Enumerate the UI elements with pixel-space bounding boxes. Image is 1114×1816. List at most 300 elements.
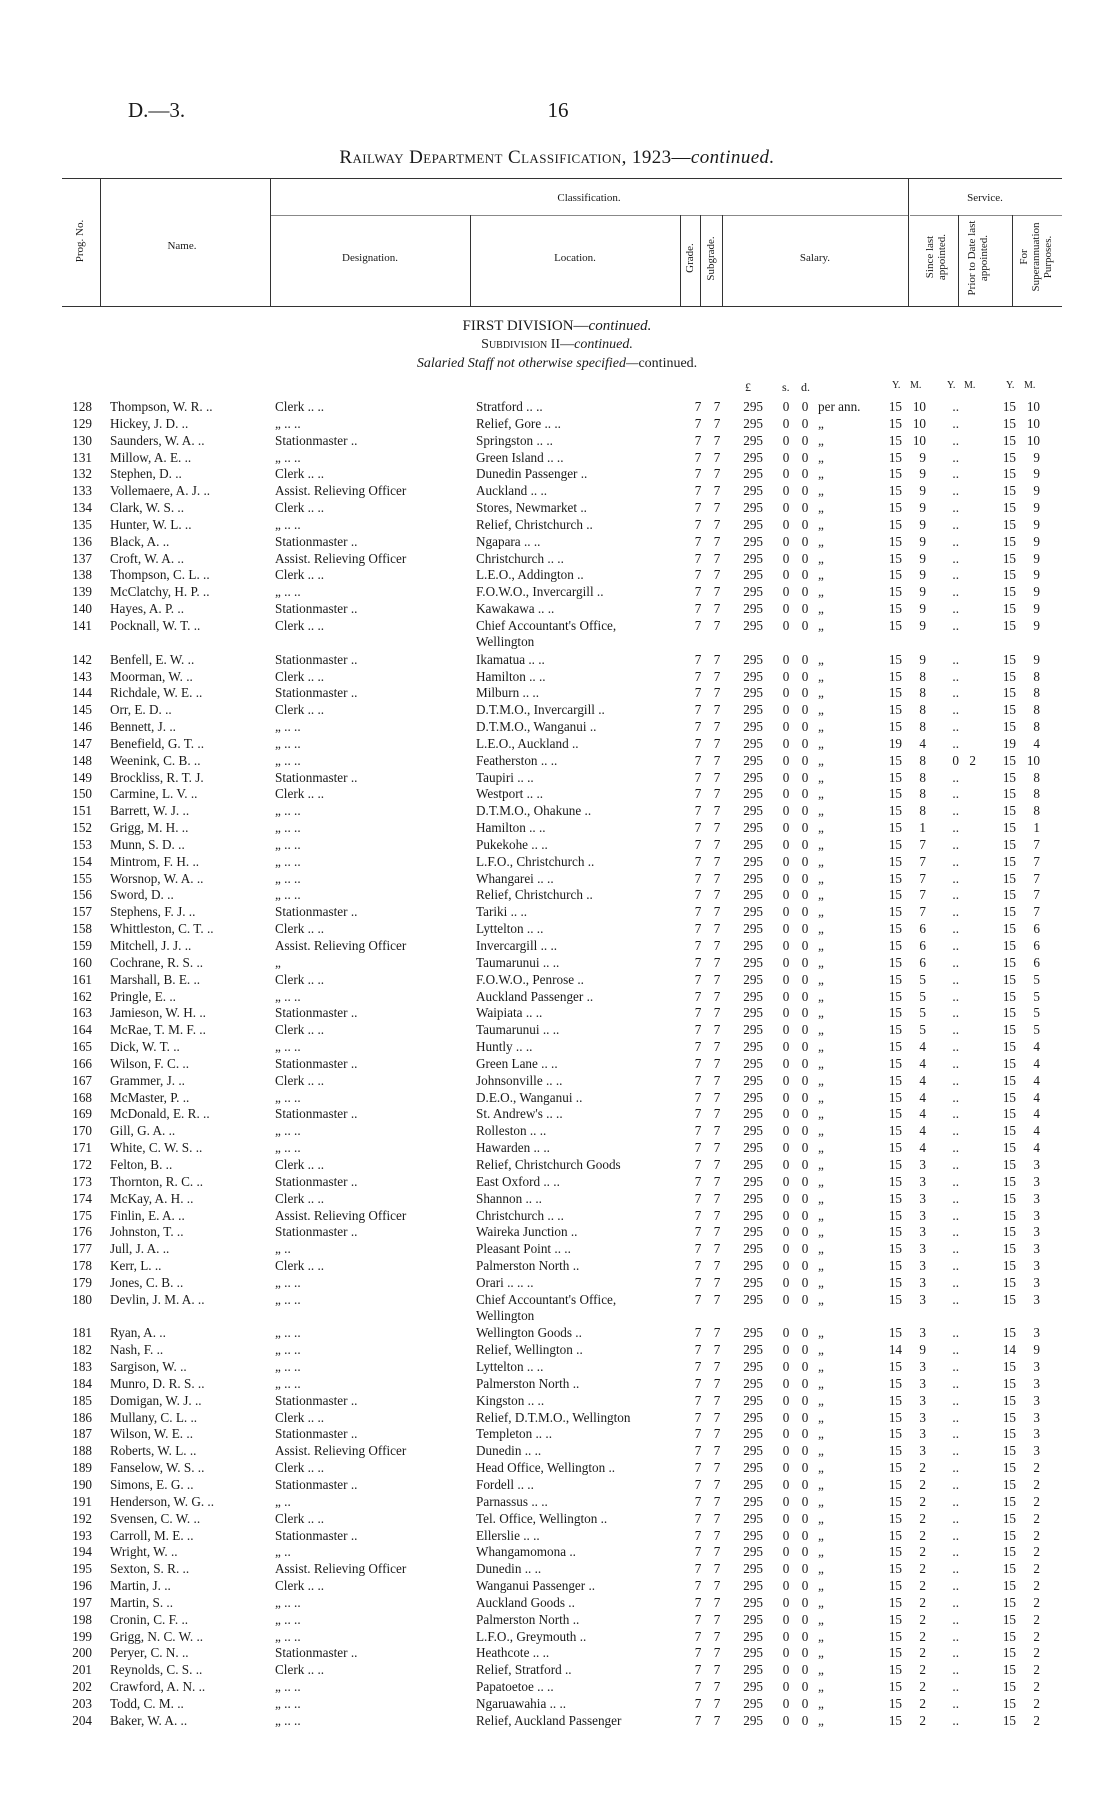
cell-designation: Clerk .. .. [275,1662,325,1678]
table-row [0,567,1114,584]
cell-salary-basis: „ [818,1477,824,1492]
cell-since-years: 15 [888,1662,902,1678]
table-row [0,904,1114,921]
cell-salary-basis: „ [818,1695,824,1711]
cell-since-months: 5 [919,988,926,1004]
cell-salary-shillings: 0 [782,550,790,566]
cell-super-months: 6 [1033,938,1040,953]
cell-prog-no: 186 [72,1409,92,1425]
cell-since-months: 8 [919,803,926,819]
cell-prog-no: 167 [72,1072,92,1088]
cell-prog-no: 131 [72,449,92,465]
cell-salary-shillings: 0 [782,921,790,937]
cell-designation: „ .. .. [275,988,301,1004]
cell-subgrade: 7 [713,1005,721,1021]
cell-super-years: 15 [1002,988,1016,1004]
cell-grade: 7 [694,836,702,852]
cell-subgrade: 7 [713,1460,721,1476]
cell-name: Wilson, W. E. .. [110,1426,193,1442]
cell-prog-no: 141 [72,617,92,633]
cell-salary-shillings: 0 [782,1510,790,1526]
cell-location: Chief Accountant's Office, Wellington [476,1291,617,1324]
cell-grade: 7 [694,887,702,903]
cell-since-months: 9 [919,651,926,667]
cell-name: McRae, T. M. F. .. [110,1022,206,1038]
cell-grade: 7 [694,786,702,802]
cell-since-years: 15 [888,786,902,802]
cell-salary-pence: 0 [801,719,809,735]
cell-prior-years: .. [952,1055,959,1071]
staff-heading [0,356,1114,372]
cell-since-years: 15 [888,1375,902,1391]
cell-salary-basis: per ann. [818,399,861,414]
cell-super-months: 1 [1033,820,1040,836]
cell-super-years: 15 [1002,1578,1016,1594]
cell-prior-years: .. [952,1510,959,1526]
cell-super-years: 15 [1002,938,1016,953]
cell-salary-shillings: 0 [782,1156,790,1172]
cell-super-years: 15 [1002,1072,1016,1088]
cell-salary-pounds: 295 [743,399,763,414]
cell-since-years: 15 [888,1207,902,1223]
cell-prog-no: 187 [72,1426,92,1442]
cell-salary-shillings: 0 [782,769,790,785]
cell-salary-shillings: 0 [782,836,790,852]
cell-subgrade: 7 [713,702,721,718]
cell-super-years: 15 [1002,1258,1016,1274]
cell-name: Sword, D. .. [110,887,174,903]
cell-subgrade: 7 [713,1510,721,1526]
cell-name: McMaster, P. .. [110,1089,190,1105]
cell-since-years: 15 [888,1072,902,1088]
cell-super-months: 2 [1033,1594,1040,1610]
cell-since-months: 7 [919,870,926,886]
cell-salary-pence: 0 [801,449,809,465]
cell-salary-basis: „ [818,668,824,684]
cell-grade: 7 [694,516,702,532]
cell-designation: Clerk .. .. [275,1460,325,1476]
cell-location: Christchurch .. .. [476,550,564,566]
table-row [0,1443,1114,1460]
cell-since-years: 15 [888,1022,902,1038]
cell-location: Palmerston North .. [476,1611,580,1627]
cell-name: Moorman, W. .. [110,668,193,684]
cell-location: Hawarden .. .. [476,1140,550,1156]
cell-designation: Stationmaster .. [275,651,358,667]
cell-super-months: 8 [1033,803,1040,819]
cell-location: Relief, Auckland Passenger [476,1712,622,1728]
cell-prog-no: 182 [72,1342,92,1358]
cell-salary-pence: 0 [801,399,809,414]
cell-grade: 7 [694,1359,702,1375]
header-location: Location. [554,252,596,264]
cell-prog-no: 168 [72,1089,92,1105]
cell-super-years: 15 [1002,719,1016,735]
cell-since-years: 15 [888,1224,902,1240]
cell-since-years: 15 [888,1039,902,1055]
cell-since-years: 15 [888,1089,902,1105]
cell-super-months: 7 [1033,887,1040,903]
cell-subgrade: 7 [713,1662,721,1678]
cell-since-years: 15 [888,1645,902,1661]
cell-salary-pounds: 295 [743,1662,763,1678]
cell-location: Pleasant Point .. .. [476,1241,571,1257]
cell-location: Relief, Christchurch .. [476,887,593,903]
cell-salary-shillings: 0 [782,1190,790,1206]
table-row [0,1224,1114,1241]
cell-since-years: 15 [888,1409,902,1425]
cell-since-years: 15 [888,1426,902,1442]
cell-prog-no: 140 [72,601,92,617]
cell-prior-years: .. [952,921,959,937]
cell-designation: Assist. Relieving Officer [275,1207,407,1223]
cell-since-years: 15 [888,1679,902,1695]
cell-prog-no: 150 [72,786,92,802]
cell-super-months: 8 [1033,786,1040,802]
cell-designation: Stationmaster .. [275,533,358,549]
cell-designation: „ .. .. [275,1274,301,1290]
cell-salary-shillings: 0 [782,584,790,600]
cell-prior-years: .. [952,870,959,886]
cell-salary-pounds: 295 [743,904,763,920]
cell-since-months: 9 [919,500,926,516]
cell-grade: 7 [694,584,702,600]
table-row [0,601,1114,618]
cell-super-months: 3 [1033,1207,1040,1223]
cell-since-years: 15 [888,567,902,583]
cell-since-years: 15 [888,988,902,1004]
cell-since-months: 10 [912,415,926,431]
cell-salary-pounds: 295 [743,887,763,903]
cell-location: Wanganui Passenger .. [476,1578,596,1594]
cell-name: Gill, G. A. .. [110,1123,176,1139]
cell-prog-no: 153 [72,836,92,852]
cell-grade: 7 [694,1089,702,1105]
cell-since-years: 15 [888,466,902,482]
cell-salary-pence: 0 [801,769,809,785]
cell-salary-pence: 0 [801,1544,809,1560]
cell-location: L.E.O., Addington .. [476,567,584,583]
cell-since-years: 15 [888,1140,902,1156]
cell-subgrade: 7 [713,1173,721,1189]
cell-super-years: 15 [1002,1443,1016,1459]
cell-salary-pounds: 295 [743,853,763,869]
staff-heading-continued: continued. [638,356,698,371]
table-row [0,1561,1114,1578]
cell-location: F.O.W.O., Invercargill .. [476,584,604,600]
cell-salary-shillings: 0 [782,1291,790,1307]
cell-super-years: 15 [1002,1140,1016,1156]
cell-salary-shillings: 0 [782,1359,790,1375]
cell-prior-years: .. [952,415,959,431]
staff-heading-main: Salaried Staff not otherwise specified— [416,356,639,371]
cell-salary-shillings: 0 [782,567,790,583]
cell-since-months: 2 [919,1561,926,1577]
cell-prior-years: .. [952,1695,959,1711]
cell-salary-basis: „ [818,550,824,566]
cell-prog-no: 171 [72,1140,92,1156]
divider-9 [1012,215,1013,306]
cell-salary-pounds: 295 [743,1375,763,1391]
cell-salary-basis: „ [818,449,824,465]
cell-location: Taupiri .. .. [476,769,534,785]
cell-salary-basis: „ [818,567,824,583]
cell-super-years: 15 [1002,1426,1016,1442]
cell-super-years: 15 [1002,1611,1016,1627]
cell-since-months: 4 [919,1055,926,1071]
cell-salary-basis: „ [818,1274,824,1290]
unit-super-years: Y. [1006,380,1015,391]
cell-salary-pence: 0 [801,1241,809,1257]
cell-salary-basis: „ [818,466,824,482]
cell-designation: Clerk .. .. [275,399,325,414]
cell-grade: 7 [694,1274,702,1290]
cell-salary-pounds: 295 [743,1628,763,1644]
cell-prog-no: 135 [72,516,92,532]
cell-designation: Clerk .. .. [275,921,325,937]
cell-grade: 7 [694,567,702,583]
cell-prog-no: 129 [72,415,92,431]
cell-salary-basis: „ [818,1375,824,1391]
cell-grade: 7 [694,1392,702,1408]
cell-designation: Clerk .. .. [275,466,325,482]
cell-salary-pence: 0 [801,1173,809,1189]
cell-prior-years: .. [952,1578,959,1594]
cell-prior-years: .. [952,1022,959,1038]
cell-super-months: 9 [1033,651,1040,667]
cell-since-years: 19 [888,735,902,751]
cell-salary-pounds: 295 [743,954,763,970]
cell-since-months: 4 [919,1072,926,1088]
cell-prog-no: 196 [72,1578,92,1594]
cell-subgrade: 7 [713,1055,721,1071]
cell-salary-pence: 0 [801,1072,809,1088]
cell-salary-pounds: 295 [743,769,763,785]
cell-since-months: 2 [919,1594,926,1610]
cell-salary-pounds: 295 [743,601,763,617]
cell-salary-pence: 0 [801,1274,809,1290]
table-row [0,1342,1114,1359]
table-row [0,837,1114,854]
cell-name: Munn, S. D. .. [110,836,185,852]
cell-name: Stephens, F. J. .. [110,904,196,920]
cell-salary-basis: „ [818,1578,824,1594]
cell-salary-pounds: 295 [743,836,763,852]
cell-since-years: 15 [888,1123,902,1139]
cell-super-months: 2 [1033,1561,1040,1577]
cell-designation: „ .. .. [275,1089,301,1105]
cell-salary-shillings: 0 [782,904,790,920]
cell-prior-years: .. [952,1477,959,1492]
cell-super-years: 15 [1002,1628,1016,1644]
cell-salary-shillings: 0 [782,516,790,532]
cell-name: Benefield, G. T. .. [110,735,204,751]
cell-subgrade: 7 [713,954,721,970]
cell-prog-no: 201 [72,1662,92,1678]
cell-subgrade: 7 [713,735,721,751]
cell-super-months: 8 [1033,702,1040,718]
table-row [0,1056,1114,1073]
cell-prog-no: 191 [72,1493,92,1509]
cell-location: Relief, Gore .. .. [476,415,561,431]
cell-super-years: 15 [1002,1359,1016,1375]
cell-prog-no: 174 [72,1190,92,1206]
cell-since-months: 2 [919,1460,926,1476]
cell-salary-pence: 0 [801,1594,809,1610]
cell-salary-pounds: 295 [743,1291,763,1307]
cell-super-months: 2 [1033,1477,1040,1492]
cell-salary-pounds: 295 [743,1072,763,1088]
cell-designation: „ .. [275,1241,291,1257]
table-row [0,1460,1114,1477]
cell-super-years: 15 [1002,483,1016,499]
cell-salary-basis: „ [818,1561,824,1577]
cell-salary-pounds: 295 [743,1359,763,1375]
cell-since-months: 3 [919,1156,926,1172]
cell-salary-shillings: 0 [782,752,790,768]
cell-since-years: 15 [888,449,902,465]
cell-salary-pounds: 295 [743,432,763,448]
cell-prior-years: .. [952,786,959,802]
cell-grade: 7 [694,820,702,836]
table-row [0,685,1114,702]
cell-super-months: 10 [1026,399,1040,414]
cell-super-years: 15 [1002,1156,1016,1172]
cell-super-months: 3 [1033,1359,1040,1375]
cell-since-months: 4 [919,1106,926,1122]
table-row [0,416,1114,433]
cell-salary-basis: „ [818,1039,824,1055]
cell-location: Relief, Wellington .. [476,1342,583,1358]
cell-salary-pounds: 295 [743,1140,763,1156]
cell-location: Ngapara .. .. [476,533,541,549]
cell-salary-basis: „ [818,651,824,667]
divider-4 [680,215,681,306]
header-classification: Classification. [557,192,621,204]
cell-salary-basis: „ [818,1645,824,1661]
cell-super-years: 15 [1002,769,1016,785]
cell-salary-basis: „ [818,1662,824,1678]
cell-super-years: 15 [1002,1089,1016,1105]
cell-super-months: 9 [1033,500,1040,516]
cell-salary-basis: „ [818,1241,824,1257]
cell-designation: Stationmaster .. [275,1426,358,1442]
cell-designation: „ .. .. [275,1325,301,1341]
table-row [0,1511,1114,1528]
table-row [0,770,1114,787]
cell-location: Christchurch .. .. [476,1207,564,1223]
cell-name: Martin, S. .. [110,1594,174,1610]
cell-prog-no: 199 [72,1628,92,1644]
cell-since-years: 15 [888,1005,902,1021]
cell-grade: 7 [694,685,702,701]
cell-location: Rolleston .. .. [476,1123,547,1139]
cell-designation: Clerk .. .. [275,567,325,583]
cell-super-years: 14 [1002,1342,1016,1358]
cell-grade: 7 [694,1662,702,1678]
cell-since-months: 9 [919,516,926,532]
cell-grade: 7 [694,466,702,482]
cell-designation: „ .. .. [275,1375,301,1391]
cell-salary-pounds: 295 [743,1695,763,1711]
cell-name: Domigan, W. J. .. [110,1392,202,1408]
cell-location: Lyttelton .. .. [476,1359,544,1375]
cell-name: McDonald, E. R. .. [110,1106,210,1122]
cell-prior-years: .. [952,1392,959,1408]
cell-salary-pounds: 295 [743,1325,763,1341]
cell-subgrade: 7 [713,803,721,819]
cell-designation: Assist. Relieving Officer [275,1443,407,1459]
cell-name: Peryer, C. N. .. [110,1645,189,1661]
cell-grade: 7 [694,1291,702,1307]
cell-salary-shillings: 0 [782,1611,790,1627]
cell-designation: „ .. .. [275,1123,301,1139]
cell-salary-pence: 0 [801,904,809,920]
cell-prior-years: .. [952,550,959,566]
table-row [0,736,1114,753]
cell-subgrade: 7 [713,449,721,465]
cell-name: Grigg, M. H. .. [110,820,189,836]
cell-salary-pence: 0 [801,1477,809,1492]
cell-prior-years: .. [952,1123,959,1139]
cell-since-years: 15 [888,1611,902,1627]
cell-salary-pounds: 295 [743,971,763,987]
cell-location: Springston .. .. [476,432,553,448]
cell-designation: „ .. .. [275,449,301,465]
table-row [0,1426,1114,1443]
cell-salary-basis: „ [818,617,824,633]
cell-location: L.F.O., Greymouth .. [476,1628,587,1644]
cell-subgrade: 7 [713,1426,721,1442]
cell-location: Invercargill .. .. [476,938,558,953]
cell-name: Grigg, N. C. W. .. [110,1628,204,1644]
cell-since-years: 15 [888,617,902,633]
cell-super-years: 15 [1002,449,1016,465]
cell-salary-basis: „ [818,685,824,701]
cell-salary-pounds: 295 [743,1594,763,1610]
cell-salary-shillings: 0 [782,1241,790,1257]
cell-name: Thornton, R. C. .. [110,1173,204,1189]
cell-location: Templeton .. .. [476,1426,552,1442]
cell-grade: 7 [694,1224,702,1240]
cell-super-years: 15 [1002,1022,1016,1038]
cell-prior-years: .. [952,1072,959,1088]
cell-since-years: 15 [888,1156,902,1172]
cell-salary-pounds: 295 [743,719,763,735]
unit-pound: £ [745,380,751,394]
cell-prior-years: .. [952,1493,959,1509]
table-row [0,1140,1114,1157]
cell-since-months: 5 [919,1005,926,1021]
cell-salary-pence: 0 [801,1375,809,1391]
cell-since-years: 15 [888,719,902,735]
cell-since-months: 6 [919,921,926,937]
cell-location: Chief Accountant's Office, Wellington [476,617,617,650]
cell-since-months: 8 [919,769,926,785]
cell-designation: „ .. .. [275,1695,301,1711]
cell-name: Pringle, E. .. [110,988,176,1004]
cell-salary-pence: 0 [801,415,809,431]
cell-salary-pounds: 295 [743,988,763,1004]
cell-since-years: 15 [888,668,902,684]
cell-prog-no: 198 [72,1611,92,1627]
cell-prior-years: .. [952,1561,959,1577]
cell-super-years: 15 [1002,432,1016,448]
cell-location: Featherston .. .. [476,752,558,768]
table-row [0,584,1114,601]
cell-grade: 7 [694,1173,702,1189]
cell-since-years: 15 [888,1325,902,1341]
